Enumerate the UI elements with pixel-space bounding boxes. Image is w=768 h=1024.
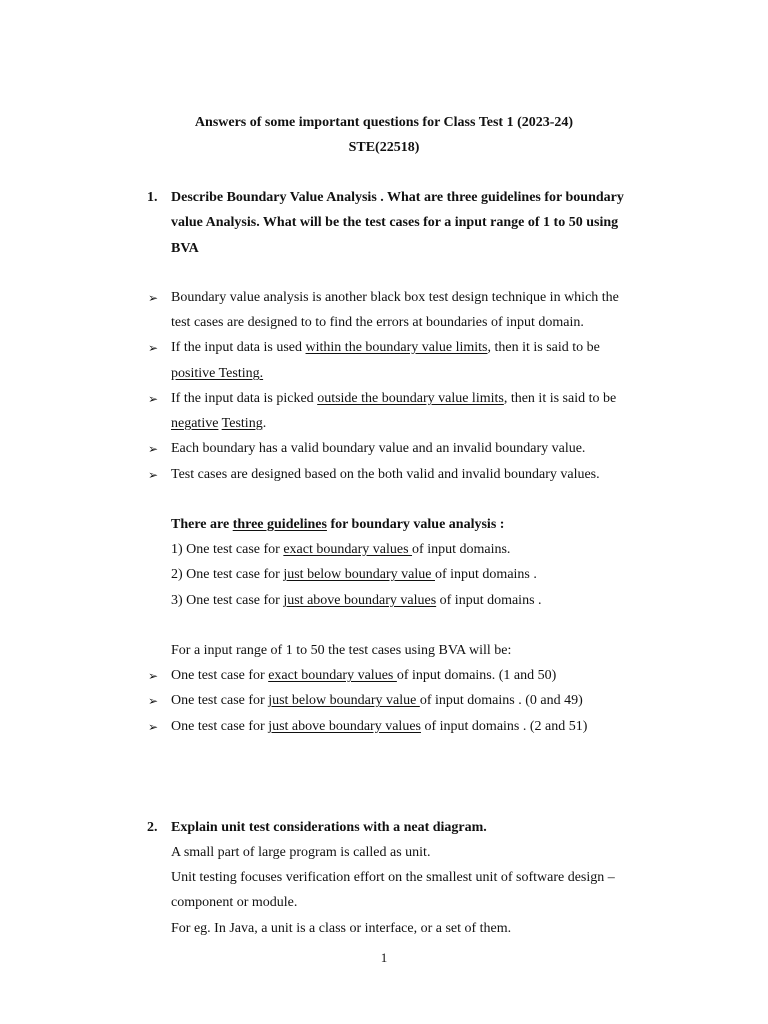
arrow-bullet-icon: ➢ xyxy=(148,392,159,406)
guideline-1: 1) One test case for exact boundary values of input domains. xyxy=(171,542,511,557)
bullet-3-line-1: If the input data is picked outside the boundary value limits, then it is said to be xyxy=(171,391,617,406)
q2-line-4: For eg. In Java, a unit is a class or interface, or a set of them. xyxy=(171,921,512,936)
bullet-2-line-2: positive Testing. xyxy=(171,366,264,381)
test-case-3: One test case for just above boundary values of input domains . (2 and 51) xyxy=(171,719,588,734)
question-2-number: 2. xyxy=(147,820,158,835)
arrow-bullet-icon: ➢ xyxy=(148,341,159,355)
bullet-4: Each boundary has a valid boundary value and an invalid boundary value. xyxy=(171,441,586,456)
arrow-bullet-icon: ➢ xyxy=(148,291,159,305)
arrow-bullet-icon: ➢ xyxy=(148,694,159,708)
arrow-bullet-icon: ➢ xyxy=(148,720,159,734)
question-1-line-3: BVA xyxy=(171,241,199,256)
bullet-1-line-2: test cases are designed to to find the errors at boundaries of input domain. xyxy=(171,315,584,330)
bullet-2-line-1: If the input data is used within the boundary value limits, then it is said to be xyxy=(171,340,600,355)
guideline-2: 2) One test case for just below boundary value of input domains . xyxy=(171,567,537,582)
guideline-3: 3) One test case for just above boundary values of input domains . xyxy=(171,593,542,608)
bullet-3-line-2: negative Testing. xyxy=(171,416,267,431)
guidelines-heading: There are three guidelines for boundary value analysis : xyxy=(171,517,505,532)
question-1-line-2: value Analysis. What will be the test cases for a input range of 1 to 50 using xyxy=(171,215,619,230)
question-1-line-1: Describe Boundary Value Analysis . What are three guidelines for boundary xyxy=(171,190,624,205)
question-1-number: 1. xyxy=(147,190,158,205)
arrow-bullet-icon: ➢ xyxy=(148,442,159,456)
q2-line-2: Unit testing focuses verification effort on the smallest unit of software design – xyxy=(171,870,615,885)
test-case-2: One test case for just below boundary value of input domains . (0 and 49) xyxy=(171,693,583,708)
document-title: Answers of some important questions for Class Test 1 (2023-24) xyxy=(194,115,574,130)
arrow-bullet-icon: ➢ xyxy=(148,468,159,482)
range-intro: For a input range of 1 to 50 the test cases using BVA will be: xyxy=(171,643,512,658)
q2-line-3: component or module. xyxy=(171,895,298,910)
bullet-1-line-1: Boundary value analysis is another black box test design technique in which the xyxy=(171,290,619,305)
document-subtitle: STE(22518) xyxy=(348,140,420,155)
arrow-bullet-icon: ➢ xyxy=(148,669,159,683)
bullet-5: Test cases are designed based on the both valid and invalid boundary values. xyxy=(171,467,600,482)
test-case-1: One test case for exact boundary values of input domains. (1 and 50) xyxy=(171,668,557,683)
page-number: 1 xyxy=(380,950,388,965)
q2-line-1: A small part of large program is called as unit. xyxy=(171,845,431,860)
question-2-text: Explain unit test considerations with a neat diagram. xyxy=(171,820,487,835)
